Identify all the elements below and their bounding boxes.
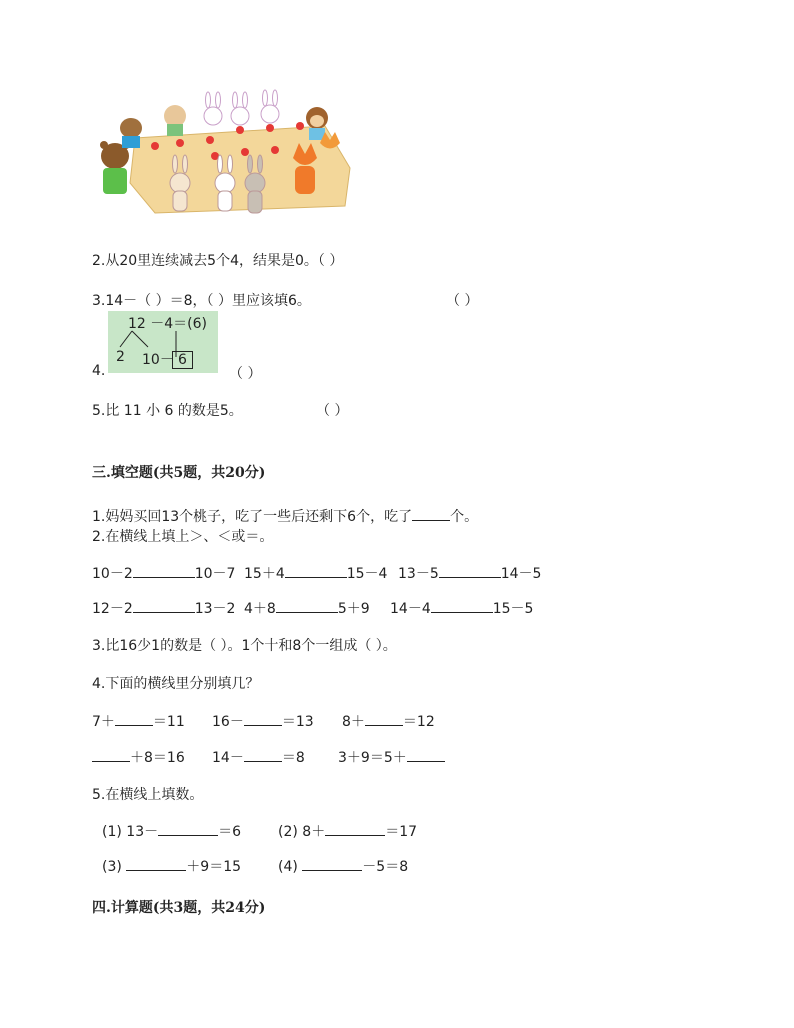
equation-item: 14－ ＝8 bbox=[212, 747, 305, 767]
fill-question-4: 4.下面的横线里分别填几？ bbox=[92, 676, 260, 692]
judge-question-2: 2.从20里连续减去5个4，结果是0。（ ） bbox=[92, 253, 344, 269]
compare-item: 13－5 14－5 bbox=[398, 563, 541, 583]
answer-blank[interactable] bbox=[407, 747, 445, 762]
answer-blank[interactable] bbox=[126, 856, 186, 871]
answer-blank[interactable] bbox=[325, 821, 385, 836]
section-3-title: 三.填空题(共5题，共20分) bbox=[92, 465, 266, 481]
decomposition-diagram bbox=[108, 311, 218, 373]
answer-blank[interactable] bbox=[133, 598, 195, 613]
answer-blank[interactable] bbox=[439, 563, 501, 578]
section-4-title: 四.计算题(共3题，共24分) bbox=[92, 900, 266, 916]
fill-question-1 bbox=[92, 506, 478, 526]
compare-item: 14－4 15－5 bbox=[390, 598, 533, 618]
answer-blank[interactable] bbox=[365, 711, 403, 726]
fill-question-3: 3.比16少1的数是（ ）。1个十和8个一组成（ ）。 bbox=[92, 638, 397, 654]
fill-question-2: 2.在横线上填上＞、＜或＝。 bbox=[92, 529, 274, 545]
answer-blank[interactable] bbox=[412, 506, 450, 521]
diagram-part-2: 2 bbox=[116, 349, 125, 365]
answer-blank[interactable] bbox=[302, 856, 362, 871]
equation-item: 7＋ ＝11 bbox=[92, 711, 185, 731]
equation-item: 16－ ＝13 bbox=[212, 711, 314, 731]
equation-item: (3) ＋9＝15 bbox=[102, 856, 241, 876]
answer-blank[interactable] bbox=[244, 711, 282, 726]
answer-blank[interactable] bbox=[92, 747, 130, 762]
compare-item: 15＋4 15－4 bbox=[244, 563, 387, 583]
equation-item: 3＋9＝5＋ bbox=[338, 747, 445, 767]
answer-blank[interactable] bbox=[276, 598, 338, 613]
compare-item: 4＋8 5＋9 bbox=[244, 598, 370, 618]
answer-blank[interactable] bbox=[431, 598, 493, 613]
answer-blank[interactable] bbox=[115, 711, 153, 726]
fill-question-1-suffix: 个。 bbox=[450, 509, 479, 525]
animals-table-illustration bbox=[95, 88, 355, 218]
answer-blank[interactable] bbox=[158, 821, 218, 836]
judge-question-5-answer: （ ） bbox=[316, 403, 349, 419]
answer-blank[interactable] bbox=[285, 563, 347, 578]
fill-question-5: 5.在横线上填数。 bbox=[92, 787, 204, 803]
equation-item: (2) 8＋ ＝17 bbox=[278, 821, 417, 841]
compare-item: 12－2 13－2 bbox=[92, 598, 235, 618]
judge-question-4-number: 4. bbox=[92, 363, 106, 379]
compare-item: 10－2 10－7 bbox=[92, 563, 235, 583]
answer-blank[interactable] bbox=[244, 747, 282, 762]
judge-question-3-answer: （ ） bbox=[446, 293, 479, 309]
judge-question-4-answer: （ ） bbox=[229, 366, 262, 382]
equation-item: 8＋ ＝12 bbox=[342, 711, 435, 731]
equation-item: (1) 13－ ＝6 bbox=[102, 821, 241, 841]
answer-blank[interactable] bbox=[133, 563, 195, 578]
fill-question-1-text: 1.妈妈买回13个桃子，吃了一些后还剩下6个，吃了 bbox=[92, 509, 413, 525]
diagram-part-10: 10－ bbox=[142, 352, 174, 368]
judge-question-5: 5.比 11 小 6 的数是5。 bbox=[92, 403, 243, 419]
judge-question-3: 3.14－（ ）＝8，（ ）里应该填6。 bbox=[92, 293, 311, 309]
equation-item: ＋8＝16 bbox=[92, 747, 185, 767]
equation-item: (4) －5＝8 bbox=[278, 856, 408, 876]
diagram-boxed-6: 6 bbox=[172, 351, 193, 369]
diagram-equation: 12 －4＝(6) bbox=[128, 316, 208, 332]
